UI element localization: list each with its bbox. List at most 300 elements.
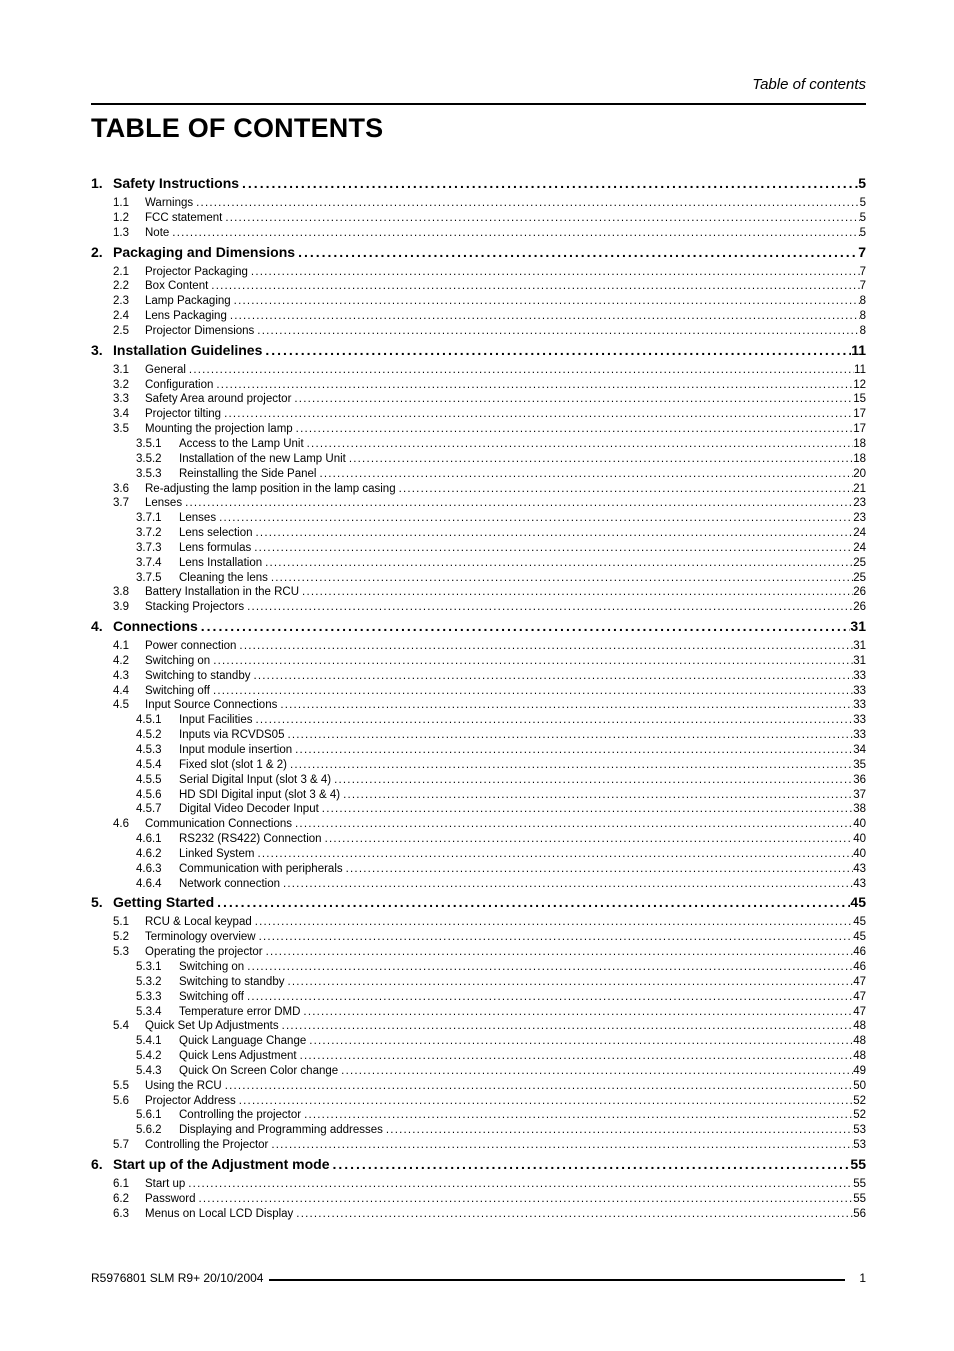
- toc-subsection-row[interactable]: [91, 1034, 866, 1049]
- entry-number: 5.3.2: [136, 975, 162, 988]
- entry-page: 36: [853, 773, 866, 786]
- entry-page: 47: [853, 1005, 866, 1018]
- entry-title: Getting Started: [113, 894, 215, 911]
- entry-title: Lens Packaging: [145, 310, 227, 323]
- entry-page: 15: [853, 393, 866, 406]
- toc-chapter-row[interactable]: [91, 894, 866, 915]
- entry-title: Cleaning the lens: [179, 571, 268, 584]
- entry-number: 5.5: [113, 1079, 129, 1092]
- entry-page: 5: [859, 211, 866, 224]
- toc-chapter: [91, 618, 866, 891]
- entry-page: 38: [853, 803, 866, 816]
- entry-number: 5.: [91, 894, 103, 911]
- leader-dots: [268, 571, 853, 586]
- toc-section-row[interactable]: [91, 1192, 866, 1207]
- toc-subsection-row[interactable]: [91, 1123, 866, 1138]
- leader-dots: [222, 211, 859, 226]
- toc-section-row[interactable]: [91, 915, 866, 930]
- toc-subsection-row[interactable]: [91, 788, 866, 803]
- entry-title: Access to the Lamp Unit: [179, 437, 304, 450]
- entry-title: FCC statement: [145, 211, 223, 224]
- entry-page: 53: [853, 1139, 866, 1152]
- entry-title: Connections: [113, 618, 198, 635]
- page-footer: [91, 1270, 866, 1286]
- leader-dots: [329, 1156, 850, 1172]
- toc-subsection-row[interactable]: [91, 877, 866, 892]
- entry-title: Switching off: [179, 990, 244, 1003]
- entry-number: 3.5.2: [136, 452, 162, 465]
- toc-chapter: [91, 342, 866, 615]
- entry-number: 1.3: [113, 226, 129, 239]
- entry-number: 2.4: [113, 310, 129, 323]
- entry-title: Re-adjusting the lamp position in the lamp casing: [145, 482, 396, 495]
- leader-dots: [277, 698, 853, 713]
- entry-page: 33: [853, 729, 866, 742]
- entry-number: 6.1: [113, 1177, 129, 1190]
- leader-dots: [193, 196, 859, 211]
- entry-title: Power connection: [145, 640, 237, 653]
- toc-chapter: [91, 175, 866, 241]
- entry-page: 48: [853, 1035, 866, 1048]
- toc-subsection-row[interactable]: [91, 1108, 866, 1123]
- leader-dots: [268, 1138, 853, 1153]
- entry-page: 52: [853, 1094, 866, 1107]
- toc-chapter-row[interactable]: [91, 1156, 866, 1177]
- toc-subsection-row[interactable]: [91, 960, 866, 975]
- entry-page: 33: [853, 699, 866, 712]
- entry-page: 40: [853, 818, 866, 831]
- entry-page: 40: [853, 833, 866, 846]
- toc-subsection-row[interactable]: [91, 467, 866, 482]
- entry-number: 4.6: [113, 818, 129, 831]
- entry-number: 5.6.2: [136, 1124, 162, 1137]
- entry-title: Menus on Local LCD Display: [145, 1207, 294, 1220]
- toc-subsection-row[interactable]: [91, 526, 866, 541]
- toc-chapter: [91, 894, 866, 1153]
- entry-title: Input module insertion: [179, 744, 293, 756]
- entry-title: Displaying and Programming addresses: [179, 1124, 383, 1137]
- toc-section-row[interactable]: [91, 1079, 866, 1094]
- leader-dots: [291, 392, 853, 407]
- entry-number: 4.5.6: [136, 788, 162, 801]
- entry-number: 3.7.4: [136, 556, 162, 569]
- entry-title: Switching to standby: [179, 975, 285, 988]
- entry-number: 5.3.4: [136, 1005, 162, 1018]
- toc-section-row[interactable]: [91, 324, 866, 339]
- toc-subsection-row[interactable]: [91, 571, 866, 586]
- leader-dots: [250, 669, 853, 684]
- footer-rule: [269, 1279, 845, 1281]
- entry-page: 45: [853, 931, 866, 944]
- entry-title: Digital Video Decoder Input: [179, 803, 319, 816]
- entry-number: 6.: [91, 1155, 103, 1172]
- entry-page: 8: [859, 324, 866, 337]
- entry-number: 2.2: [113, 280, 129, 293]
- entry-page: 25: [853, 571, 866, 584]
- entry-title: Lens formulas: [179, 541, 252, 554]
- toc-subsection-row[interactable]: [91, 832, 866, 847]
- leader-dots: [254, 847, 853, 862]
- leader-dots: [316, 467, 853, 482]
- toc-chapter-row[interactable]: [91, 244, 866, 265]
- toc-chapter-row[interactable]: [91, 175, 866, 196]
- entry-number: 4.1: [113, 640, 129, 653]
- entry-title: Switching to standby: [145, 669, 251, 682]
- leader-dots: [182, 496, 853, 511]
- leader-dots: [252, 915, 853, 930]
- entry-page: 33: [853, 684, 866, 697]
- entry-page: 53: [853, 1124, 866, 1137]
- leader-dots: [292, 817, 853, 832]
- leader-dots: [216, 511, 853, 526]
- toc-subsection-row[interactable]: [91, 1049, 866, 1064]
- toc-section-row[interactable]: [91, 817, 866, 832]
- toc-subsection-row[interactable]: [91, 728, 866, 743]
- entry-title: Operating the projector: [145, 946, 263, 959]
- toc-subsection-row[interactable]: [91, 713, 866, 728]
- leader-dots: [254, 324, 859, 339]
- entry-page: 46: [853, 960, 866, 973]
- entry-number: 5.1: [113, 916, 129, 929]
- entry-page: 11: [851, 341, 866, 358]
- leader-dots: [185, 1177, 853, 1192]
- leader-dots: [169, 226, 859, 241]
- leader-dots: [295, 244, 858, 260]
- entry-number: 5.4.2: [136, 1050, 162, 1063]
- entry-title: Network connection: [179, 877, 280, 890]
- leader-dots: [222, 1079, 854, 1094]
- toc-section-row[interactable]: [91, 639, 866, 654]
- leader-dots: [396, 482, 854, 497]
- entry-title: Quick On Screen Color change: [179, 1064, 339, 1077]
- entry-page: 47: [853, 975, 866, 988]
- toc-section-row[interactable]: [91, 654, 866, 669]
- entry-page: 23: [853, 512, 866, 525]
- entry-title: Quick Lens Adjustment: [179, 1050, 297, 1063]
- leader-dots: [301, 1108, 853, 1123]
- toc-section-row[interactable]: [91, 930, 866, 945]
- leader-dots: [208, 279, 859, 294]
- entry-number: 4.5.5: [136, 773, 162, 786]
- leader-dots: [244, 990, 853, 1005]
- entry-page: 43: [853, 862, 866, 875]
- entry-title: Quick Set Up Adjustments: [145, 1020, 279, 1033]
- leader-dots: [340, 788, 853, 803]
- entry-title: Battery Installation in the RCU: [145, 586, 300, 599]
- entry-title: RCU & Local keypad: [145, 916, 252, 929]
- leader-dots: [198, 618, 851, 634]
- entry-title: Projector Address: [145, 1094, 236, 1107]
- entry-title: Inputs via RCVDS05: [179, 729, 285, 742]
- leader-dots: [227, 309, 860, 324]
- entry-number: 3.7.1: [136, 512, 162, 525]
- leader-dots: [262, 342, 851, 358]
- entry-title: Box Content: [145, 280, 209, 293]
- toc-chapter-row[interactable]: [91, 342, 866, 363]
- toc-subsection-row[interactable]: [91, 802, 866, 817]
- entry-number: 4.6.4: [136, 877, 162, 890]
- entry-page: 45: [853, 916, 866, 929]
- leader-dots: [251, 541, 853, 556]
- leader-dots: [253, 526, 854, 541]
- leader-dots: [300, 1005, 853, 1020]
- entry-number: 6.3: [113, 1207, 129, 1220]
- entry-number: 1.: [91, 175, 103, 191]
- leader-dots: [263, 945, 854, 960]
- leader-dots: [231, 294, 860, 309]
- entry-page: 43: [853, 877, 866, 890]
- entry-number: 5.4: [113, 1020, 129, 1033]
- leader-dots: [284, 728, 853, 743]
- entry-page: 26: [853, 601, 866, 614]
- entry-page: 31: [853, 640, 866, 653]
- entry-title: Reinstalling the Side Panel: [179, 467, 317, 480]
- entry-title: Password: [145, 1192, 196, 1205]
- entry-title: Warnings: [145, 197, 194, 209]
- leader-dots: [253, 713, 854, 728]
- entry-page: 25: [853, 556, 866, 569]
- toc-subsection-row[interactable]: [91, 773, 866, 788]
- entry-page: 37: [853, 788, 866, 801]
- leader-dots: [280, 877, 853, 892]
- leader-dots: [236, 1094, 853, 1109]
- toc-section-row[interactable]: [91, 392, 866, 407]
- toc-section-row[interactable]: [91, 698, 866, 713]
- entry-page: 23: [853, 497, 866, 510]
- entry-number: 5.3.1: [136, 960, 162, 973]
- toc-subsection-row[interactable]: [91, 862, 866, 877]
- entry-page: 24: [853, 527, 866, 540]
- entry-title: Start up of the Adjustment mode: [113, 1155, 330, 1172]
- entry-number: 2.3: [113, 295, 129, 308]
- entry-page: 49: [853, 1064, 866, 1077]
- entry-number: 1.2: [113, 211, 129, 224]
- toc-section-row[interactable]: [91, 1177, 866, 1192]
- entry-title: Input Facilities: [179, 714, 253, 727]
- toc-section-row[interactable]: [91, 1094, 866, 1109]
- entry-number: 3.5: [113, 423, 129, 436]
- leader-dots: [287, 758, 853, 773]
- entry-number: 3.1: [113, 363, 129, 376]
- entry-number: 4.6.2: [136, 847, 162, 860]
- toc-section-row[interactable]: [91, 309, 866, 324]
- entry-page: 50: [853, 1079, 866, 1092]
- entry-title: HD SDI Digital input (slot 3 & 4): [179, 788, 341, 801]
- entry-title: Safety Instructions: [113, 175, 240, 191]
- page-title: TABLE OF CONTENTS: [91, 113, 384, 143]
- toc-subsection-row[interactable]: [91, 541, 866, 556]
- entry-number: 5.7: [113, 1139, 129, 1152]
- leader-dots: [319, 802, 853, 817]
- entry-title: Linked System: [179, 847, 255, 860]
- toc-subsection-row[interactable]: [91, 758, 866, 773]
- entry-page: 11: [854, 363, 866, 376]
- toc-section-row[interactable]: [91, 1019, 866, 1034]
- entry-page: 20: [853, 467, 866, 480]
- entry-number: 4.6.1: [136, 833, 162, 846]
- entry-title: Start up: [145, 1177, 186, 1190]
- entry-title: Lamp Packaging: [145, 295, 231, 308]
- toc-section-row[interactable]: [91, 226, 866, 241]
- leader-dots: [284, 975, 853, 990]
- toc-subsection-row[interactable]: [91, 990, 866, 1005]
- entry-title: Mounting the projection lamp: [145, 423, 293, 436]
- toc-section-row[interactable]: [91, 684, 866, 699]
- leader-dots: [292, 743, 853, 758]
- toc-section-row[interactable]: [91, 482, 866, 497]
- entry-page: 48: [853, 1050, 866, 1063]
- entry-number: 6.2: [113, 1192, 129, 1205]
- entry-number: 5.4.3: [136, 1064, 162, 1077]
- leader-dots: [244, 600, 853, 615]
- entry-title: Lenses: [179, 512, 217, 525]
- entry-title: Input Source Connections: [145, 699, 278, 712]
- entry-title: RS232 (RS422) Connection: [179, 833, 322, 846]
- entry-page: 21: [853, 482, 866, 495]
- entry-number: 4.5.3: [136, 744, 162, 756]
- entry-page: 7: [858, 243, 866, 260]
- entry-page: 24: [853, 541, 866, 554]
- toc-subsection-row[interactable]: [91, 1064, 866, 1079]
- entry-title: Switching on: [179, 960, 245, 973]
- entry-title: Communication Connections: [145, 818, 293, 831]
- entry-page: 17: [853, 408, 866, 421]
- entry-page: 46: [853, 946, 866, 959]
- entry-title: Projector Dimensions: [145, 324, 255, 337]
- entry-number: 5.4.1: [136, 1035, 162, 1048]
- toc-subsection-row[interactable]: [91, 556, 866, 571]
- toc-section-row[interactable]: [91, 363, 866, 378]
- leader-dots: [256, 930, 854, 945]
- toc-section-row[interactable]: [91, 294, 866, 309]
- entry-title: Configuration: [145, 378, 214, 391]
- toc-subsection-row[interactable]: [91, 437, 866, 452]
- entry-title: Quick Language Change: [179, 1035, 307, 1048]
- entry-title: Switching off: [145, 684, 210, 697]
- toc-subsection-row[interactable]: [91, 743, 866, 758]
- toc-section-row[interactable]: [91, 600, 866, 615]
- entry-page: 31: [850, 618, 866, 635]
- leader-dots: [213, 378, 853, 393]
- leader-dots: [221, 407, 853, 422]
- entry-number: 4.6.3: [136, 862, 162, 875]
- entry-page: 35: [853, 758, 866, 771]
- entry-title: Temperature error DMD: [179, 1005, 301, 1018]
- leader-dots: [186, 363, 854, 378]
- entry-page: 8: [859, 295, 866, 308]
- entry-page: 55: [850, 1155, 866, 1172]
- entry-number: 2.5: [113, 324, 129, 337]
- entry-title: Projector tilting: [145, 408, 222, 421]
- leader-dots: [196, 1192, 854, 1207]
- toc-section-row[interactable]: [91, 422, 866, 437]
- entry-number: 3.: [91, 341, 103, 358]
- leader-dots: [346, 452, 853, 467]
- toc-section-row[interactable]: [91, 1138, 866, 1153]
- leader-dots: [343, 862, 854, 877]
- entry-title: Safety Area around projector: [145, 393, 292, 406]
- entry-number: 3.7.5: [136, 571, 162, 584]
- toc-section-row[interactable]: [91, 585, 866, 600]
- toc-section-row[interactable]: [91, 407, 866, 422]
- toc-subsection-row[interactable]: [91, 975, 866, 990]
- leader-dots: [210, 654, 853, 669]
- toc-section-row[interactable]: [91, 1207, 866, 1222]
- entry-page: 12: [853, 378, 866, 391]
- entry-page: 40: [853, 847, 866, 860]
- entry-page: 55: [853, 1177, 866, 1190]
- entry-title: Lenses: [145, 497, 183, 510]
- entry-number: 3.6: [113, 482, 129, 495]
- entry-page: 5: [859, 226, 866, 239]
- leader-dots: [244, 960, 853, 975]
- entry-number: 4.4: [113, 684, 129, 697]
- entry-number: 5.3.3: [136, 990, 162, 1003]
- leader-dots: [248, 265, 860, 280]
- toc-section-row[interactable]: [91, 211, 866, 226]
- entry-title: Installation of the new Lamp Unit: [179, 452, 346, 465]
- footer-doc-reference: R5976801 SLM R9+ 20/10/2004: [91, 1271, 264, 1285]
- toc-section-row[interactable]: [91, 378, 866, 393]
- leader-dots: [306, 1034, 853, 1049]
- entry-title: Installation Guidelines: [113, 341, 263, 358]
- leader-dots: [331, 773, 853, 788]
- footer-page-number: 1: [859, 1271, 866, 1285]
- toc-section-row[interactable]: [91, 265, 866, 280]
- toc-section-row[interactable]: [91, 945, 866, 960]
- leader-dots: [293, 422, 854, 437]
- entry-number: 3.9: [113, 601, 129, 614]
- entry-number: 4.5: [113, 699, 129, 712]
- entry-page: 56: [853, 1207, 866, 1220]
- toc-subsection-row[interactable]: [91, 511, 866, 526]
- entry-number: 3.5.1: [136, 437, 162, 450]
- entry-page: 5: [859, 197, 866, 209]
- entry-page: 18: [853, 437, 866, 450]
- toc-section-row[interactable]: [91, 279, 866, 294]
- toc-subsection-row[interactable]: [91, 452, 866, 467]
- entry-number: 2.1: [113, 265, 129, 278]
- entry-number: 4.2: [113, 654, 129, 667]
- entry-number: 3.7.3: [136, 541, 162, 554]
- entry-title: Projector Packaging: [145, 265, 248, 278]
- entry-number: 3.7: [113, 497, 129, 510]
- entry-number: 5.2: [113, 931, 129, 944]
- entry-number: 3.3: [113, 393, 129, 406]
- toc-section-row[interactable]: [91, 669, 866, 684]
- entry-page: 48: [853, 1020, 866, 1033]
- entry-title: General: [145, 363, 186, 376]
- toc-chapter-row[interactable]: [91, 618, 866, 639]
- toc-section-row[interactable]: [91, 196, 866, 211]
- header-rule: [91, 103, 866, 105]
- running-header: Table of contents: [752, 76, 866, 93]
- entry-page: 26: [853, 586, 866, 599]
- entry-number: 3.4: [113, 408, 129, 421]
- entry-page: 45: [850, 894, 866, 911]
- leader-dots: [322, 832, 854, 847]
- entry-title: Lens selection: [179, 527, 253, 540]
- toc-subsection-row[interactable]: [91, 847, 866, 862]
- entry-number: 4.5.7: [136, 803, 162, 816]
- leader-dots: [236, 639, 853, 654]
- toc-section-row[interactable]: [91, 496, 866, 511]
- entry-page: 34: [853, 744, 866, 756]
- toc-subsection-row[interactable]: [91, 1005, 866, 1020]
- entry-title: Fixed slot (slot 1 & 2): [179, 758, 288, 771]
- entry-page: 31: [853, 654, 866, 667]
- entry-number: 4.5.2: [136, 729, 162, 742]
